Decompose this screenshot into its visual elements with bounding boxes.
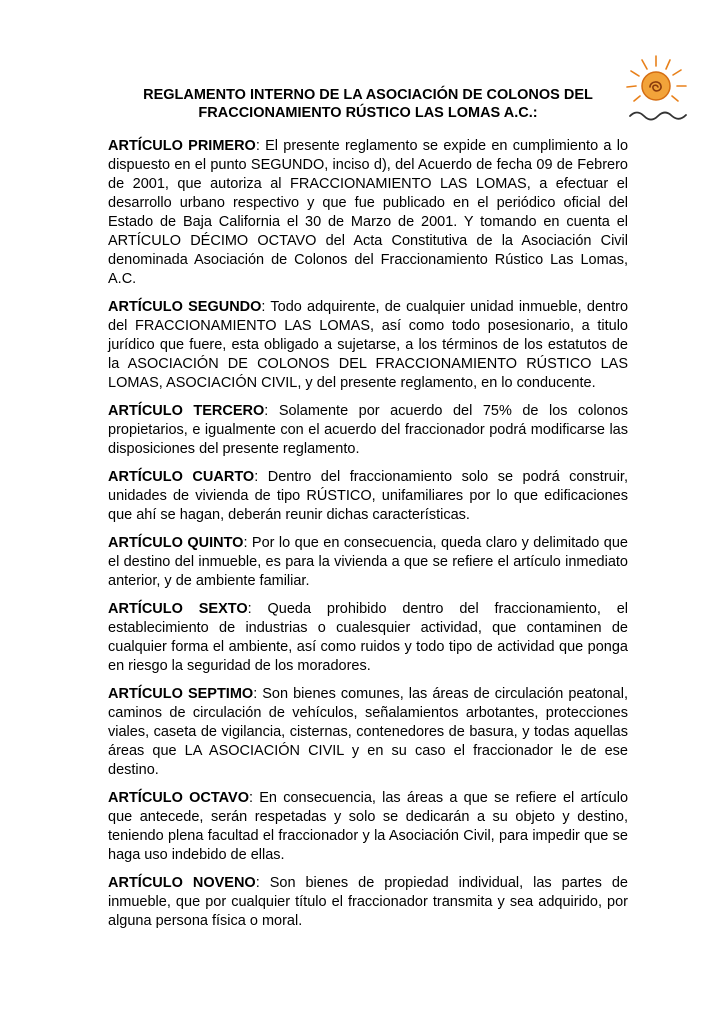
article-text: : Son bienes de propiedad individual, las partes de inmueble, que por cualquier título el fraccionador transmita y sea adquirido, por alguna persona física o moral. — [108, 875, 628, 929]
document-body — [108, 137, 628, 940]
article-heading: ARTÍCULO SEXTO — [108, 601, 248, 617]
article-text: : Queda prohibido dentro del fraccionamiento, el establecimiento de industrias o cualesquier actividad, que contaminen de cualquier forma el ambiente, así como ruidos y todo tipo de actividad que ponga en riesgo la seguridad de los moradores. — [108, 601, 629, 674]
title-line-1: REGLAMENTO INTERNO DE LA ASOCIACIÓN DE COLONOS DEL — [143, 87, 593, 103]
article-noveno — [108, 874, 628, 931]
article-sexto — [108, 600, 628, 676]
article-quinto — [108, 534, 628, 591]
article-cuarto — [108, 468, 628, 525]
article-septimo — [108, 685, 628, 780]
article-segundo — [108, 298, 628, 393]
article-text: : Son bienes comunes, las áreas de circulación peatonal, caminos de circulación de vehículos, señalamientos arbotantes, protecciones viales, caseta de vigilancia, cisternas, contenedores de basura, y todas aquellas áreas que LA ASOCIACIÓN CIVIL y en su caso el fraccionador le de ese destino. — [108, 686, 628, 778]
article-tercero — [108, 402, 628, 459]
article-text: : En consecuencia, las áreas a que se refiere el artículo que antecede, serán respetadas y solo se dedicarán a su objeto y destino, teniendo plena facultad el fraccionador y la Asociación Civil, para impedir que se haga uso indebido de ellas. — [108, 790, 629, 863]
document-title — [108, 86, 628, 122]
article-primero — [108, 137, 628, 289]
article-text: : Dentro del fraccionamiento solo se podrá construir, unidades de vivienda de tipo RÚSTICO, unifamiliares por lo que edificaciones que ahí se hagan, deberán reunir dichas características. — [108, 469, 628, 523]
sun-logo-icon — [626, 54, 696, 130]
article-heading: ARTÍCULO PRIMERO — [108, 138, 256, 154]
article-octavo — [108, 789, 628, 865]
article-heading: ARTÍCULO QUINTO — [108, 535, 244, 551]
title-line-2: FRACCIONAMIENTO RÚSTICO LAS LOMAS A.C.: — [198, 105, 538, 121]
article-heading: ARTÍCULO NOVENO — [108, 875, 256, 891]
article-text: : Solamente por acuerdo del 75% de los colonos propietarios, e igualmente con el acuerdo del fraccionador podrá modificarse las disposiciones del presente reglamento. — [108, 403, 628, 457]
article-text: : El presente reglamento se expide en cumplimiento a lo dispuesto en el punto SEGUNDO, inciso d), del Acuerdo de fecha 09 de Febrero de 2001, que autoriza al FRACCIONAMIENTO LAS LOMAS, a efectuar el desarrollo urbano respectivo y que fue publicado en el periódico oficial del Estado de Baja California el 30 de Marzo de 2001. Y tomando en cuenta el ARTÍCULO DÉCIMO OCTAVO del Acta Constitutiva de la Asociación Civil denominada Asociación de Colonos del Fraccionamiento Rústico Las Lomas, A.C. — [108, 138, 629, 287]
article-heading: ARTÍCULO TERCERO — [108, 403, 265, 419]
article-heading: ARTÍCULO OCTAVO — [108, 790, 250, 806]
article-heading: ARTÍCULO SEGUNDO — [108, 299, 262, 315]
article-heading: ARTÍCULO CUARTO — [108, 469, 255, 485]
article-text: : Todo adquirente, de cualquier unidad inmueble, dentro del FRACCIONAMIENTO LAS LOMAS, así como todo posesionario, a titulo jurídico que fuere, esta obligado a sujetarse, a los términos de los estatutos de la ASOCIACIÓN DE COLONOS DEL FRACCIONAMIENTO RÚSTICO LAS LOMAS, ASOCIACIÓN CIVIL, y del presente reglamento, en lo conducente. — [108, 299, 629, 391]
article-text: : Por lo que en consecuencia, queda claro y delimitado que el destino del inmueble, es para la vivienda a que se refiere el artículo inmediato anterior, y de ambiente familiar. — [108, 535, 628, 589]
article-heading: ARTÍCULO SEPTIMO — [108, 686, 254, 702]
